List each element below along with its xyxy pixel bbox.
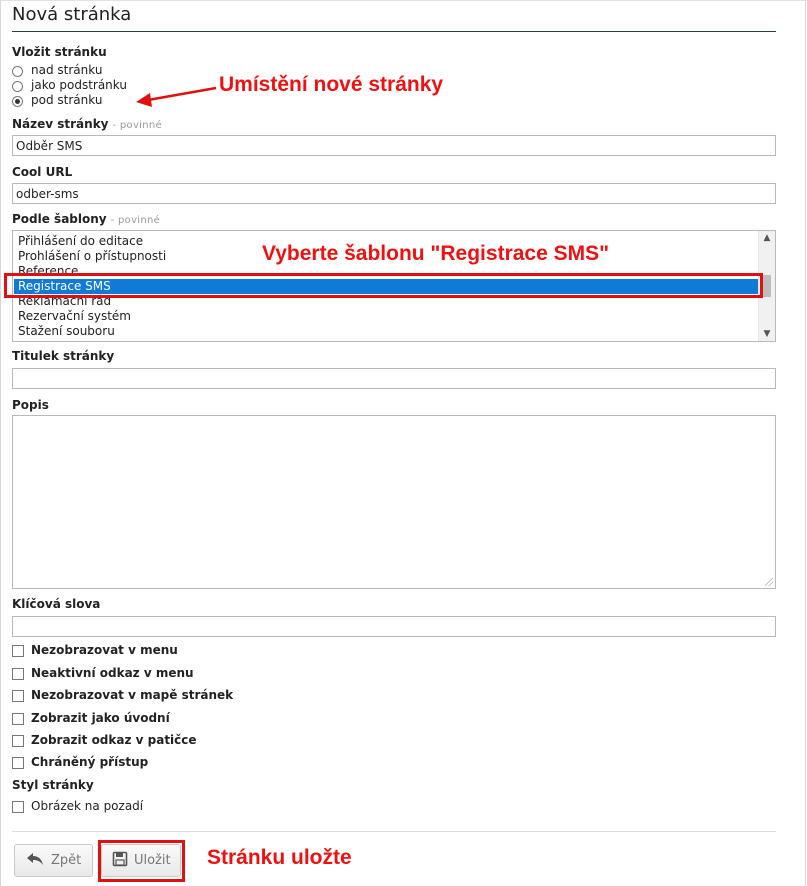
template-option-selected[interactable]: Registrace SMS: [14, 279, 762, 294]
page-name-label-text: Název stránky: [12, 117, 109, 131]
annotation-save: Stránku uložte: [207, 846, 352, 869]
page-title: Nová stránka: [12, 4, 132, 25]
template-label-text: Podle šablony: [12, 212, 107, 226]
annotation-template: Vyberte šablonu "Registrace SMS": [262, 242, 610, 265]
required-hint: - povinné: [110, 215, 161, 226]
scroll-up-icon[interactable]: ▲: [763, 233, 771, 243]
page-style-label: Styl stránky: [12, 778, 94, 792]
radio-above-page-label[interactable]: nad stránku: [31, 63, 103, 77]
checkbox-hide-in-menu-label[interactable]: Nezobrazovat v menu: [31, 643, 178, 657]
checkbox-protected-access-label[interactable]: Chráněný přístup: [31, 755, 149, 769]
keywords-label: Klíčová slova: [12, 597, 101, 611]
checkbox-show-as-home-label[interactable]: Zobrazit jako úvodní: [31, 711, 170, 725]
save-button-label: Uložit: [134, 853, 171, 868]
annotation-placement: Umístění nové stránky: [219, 73, 444, 96]
scroll-down-icon[interactable]: ▼: [763, 329, 771, 339]
placement-label: Vložit stránku: [12, 45, 107, 59]
template-option[interactable]: Prohlášení o přístupnosti: [18, 249, 167, 263]
radio-below-page-label[interactable]: pod stránku: [31, 93, 103, 107]
template-option[interactable]: Reklamační řád: [18, 294, 112, 308]
description-label: Popis: [12, 398, 49, 412]
checkbox-footer-link-label[interactable]: Zobrazit odkaz v patičce: [31, 733, 197, 747]
checkbox-inactive-menu-link-label[interactable]: Neaktivní odkaz v menu: [31, 666, 194, 680]
cool-url-label: Cool URL: [12, 165, 73, 179]
template-option[interactable]: Reference: [18, 264, 79, 278]
page-heading-label: Titulek stránky: [12, 349, 115, 363]
checkbox-background-image-label[interactable]: Obrázek na pozadí: [31, 799, 144, 813]
template-option[interactable]: Přihlášení do editace: [18, 234, 144, 248]
required-hint: - povinné: [112, 120, 162, 131]
template-option[interactable]: Rezervační systém: [18, 309, 131, 323]
radio-as-subpage-label[interactable]: jako podstránku: [31, 78, 127, 92]
highlight-template-option: [4, 273, 763, 298]
checkbox-hide-in-sitemap-label[interactable]: Nezobrazovat v mapě stránek: [31, 688, 234, 702]
highlight-save-button: [98, 840, 185, 882]
back-button-label: Zpět: [51, 853, 82, 868]
template-option[interactable]: Stažení souboru: [18, 324, 115, 338]
